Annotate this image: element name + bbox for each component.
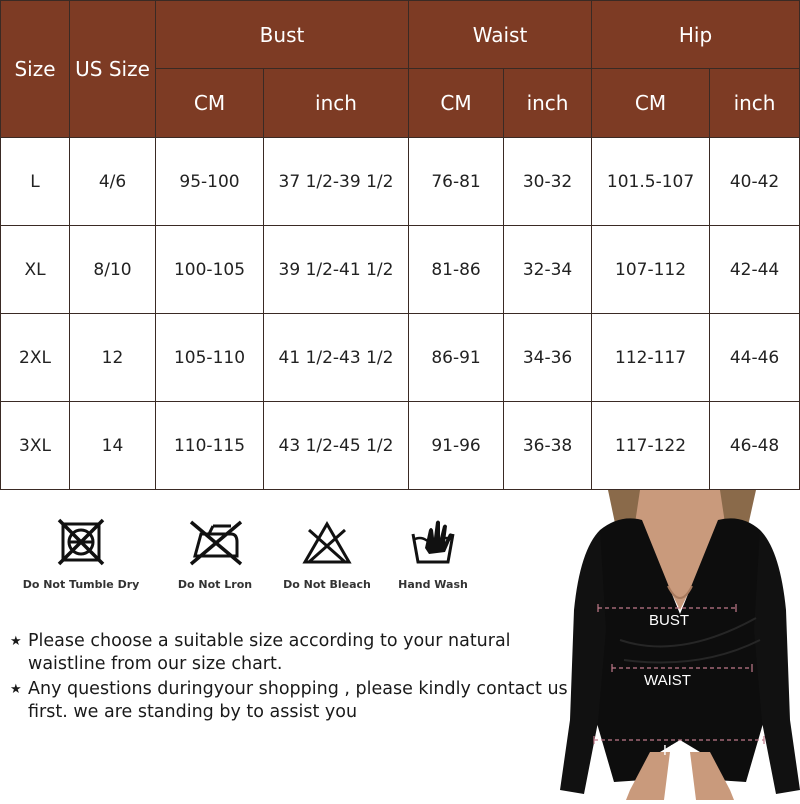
note-text: Any questions duringyour shopping , please kindly contact us first. we are standing by to assist you: [28, 679, 568, 722]
table-cell: 101.5-107: [592, 138, 710, 226]
note-item: [10, 678, 570, 724]
star-icon: ★: [10, 634, 22, 649]
care-label: Do Not Bleach: [283, 578, 371, 591]
table-cell: 2XL: [1, 314, 70, 402]
table-cell: 117-122: [592, 402, 710, 490]
table-cell: 40-42: [710, 138, 800, 226]
header-hip-inch: inch: [710, 69, 800, 138]
table-row: [1, 226, 800, 314]
table-cell: 4/6: [70, 138, 156, 226]
table-row: [1, 138, 800, 226]
table-cell: XL: [1, 226, 70, 314]
table-cell: 91-96: [409, 402, 504, 490]
care-label: Do Not Lron: [177, 578, 253, 591]
care-item-handwash: [368, 518, 498, 591]
table-cell: 76-81: [409, 138, 504, 226]
table-cell: 37 1/2-39 1/2: [264, 138, 409, 226]
care-item-tumble: [16, 518, 146, 591]
table-cell: 86-91: [409, 314, 504, 402]
note-text: Please choose a suitable size according to your natural waistline from our size chart.: [28, 631, 511, 674]
care-item-iron: [150, 518, 280, 591]
no-bleach-icon: [301, 518, 353, 568]
table-cell: 41 1/2-43 1/2: [264, 314, 409, 402]
waist-label: WAIST: [644, 672, 691, 689]
hip-label: HIP: [663, 742, 689, 759]
no-tumble-dry-icon: [55, 518, 107, 568]
table-cell: 32-34: [504, 226, 592, 314]
header-waist-inch: inch: [504, 69, 592, 138]
table-cell: 14: [70, 402, 156, 490]
table-cell: 36-38: [504, 402, 592, 490]
header-hip-cm: CM: [592, 69, 710, 138]
header-us-size: US Size: [70, 1, 156, 138]
table-cell: 44-46: [710, 314, 800, 402]
header-waist-cm: CM: [409, 69, 504, 138]
care-label: Do Not Tumble Dry: [22, 578, 140, 591]
table-cell: 3XL: [1, 402, 70, 490]
table-row: [1, 402, 800, 490]
table-cell: 43 1/2-45 1/2: [264, 402, 409, 490]
table-cell: 105-110: [156, 314, 264, 402]
header-waist: Waist: [409, 1, 592, 69]
table-cell: 112-117: [592, 314, 710, 402]
size-notes: [10, 630, 570, 726]
header-size: Size: [1, 1, 70, 138]
hand-wash-icon: [407, 518, 459, 568]
table-cell: 34-36: [504, 314, 592, 402]
table-cell: 12: [70, 314, 156, 402]
table-cell: 100-105: [156, 226, 264, 314]
table-cell: 30-32: [504, 138, 592, 226]
header-bust-inch: inch: [264, 69, 409, 138]
no-iron-icon: [185, 518, 245, 568]
bust-label: BUST: [649, 612, 690, 629]
table-cell: 46-48: [710, 402, 800, 490]
table-cell: 81-86: [409, 226, 504, 314]
table-cell: 42-44: [710, 226, 800, 314]
header-bust-cm: CM: [156, 69, 264, 138]
table-cell: L: [1, 138, 70, 226]
note-item: [10, 630, 570, 676]
table-cell: 95-100: [156, 138, 264, 226]
header-bust: Bust: [156, 1, 409, 69]
table-cell: 107-112: [592, 226, 710, 314]
header-hip: Hip: [592, 1, 800, 69]
table-cell: 8/10: [70, 226, 156, 314]
table-row: [1, 314, 800, 402]
star-icon: ★: [10, 682, 22, 697]
table-cell: 110-115: [156, 402, 264, 490]
table-cell: 39 1/2-41 1/2: [264, 226, 409, 314]
care-label: Hand Wash: [398, 578, 468, 591]
model-photo: [560, 490, 800, 800]
